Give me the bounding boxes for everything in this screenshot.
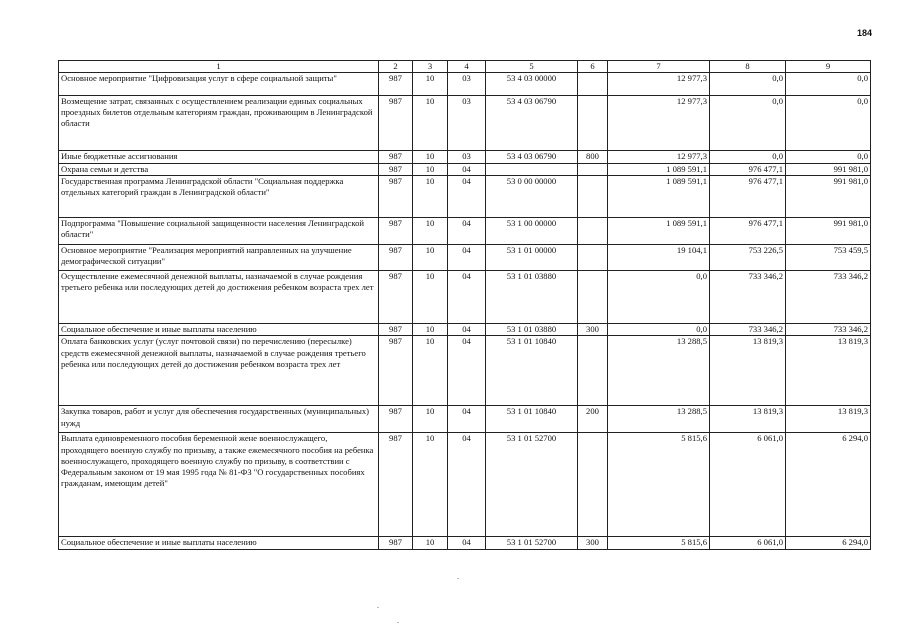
code-target-cell: 53 1 01 10840: [486, 406, 578, 433]
code-expense-type-cell: [578, 164, 608, 176]
code-expense-type-cell: 300: [578, 537, 608, 549]
code-target-cell: 53 1 00 00000: [486, 218, 578, 245]
table-row: [59, 537, 871, 549]
amount-year-3-cell: 991 981,0: [786, 218, 871, 245]
code-target-cell: 53 1 01 52700: [486, 537, 578, 549]
amount-year-1-cell: 12 977,3: [608, 96, 710, 151]
code-subsection-cell: 04: [448, 271, 486, 324]
code-target-cell: [486, 164, 578, 176]
row-name-cell: Иные бюджетные ассигнования: [59, 151, 379, 164]
code-section-cell: 10: [413, 433, 448, 537]
code-section-cell: 10: [413, 164, 448, 176]
row-name-cell: Государственная программа Ленинградской области "Социальная поддержка отдельных категорий граждан в Ленинградской области": [59, 176, 379, 218]
code-target-cell: 53 4 03 06790: [486, 96, 578, 151]
amount-year-1-cell: 12 977,3: [608, 151, 710, 164]
code-admin-cell: 987: [379, 96, 413, 151]
amount-year-1-cell: 1 089 591,1: [608, 176, 710, 218]
amount-year-1-cell: 5 815,6: [608, 433, 710, 537]
amount-year-2-cell: 733 346,2: [710, 271, 786, 324]
amount-year-3-cell: 0,0: [786, 73, 871, 96]
scan-speck: [397, 622, 399, 623]
code-admin-cell: 987: [379, 537, 413, 549]
column-header: 5: [486, 61, 578, 73]
amount-year-3-cell: 0,0: [786, 96, 871, 151]
code-expense-type-cell: [578, 176, 608, 218]
code-subsection-cell: 03: [448, 151, 486, 164]
table-row: [59, 336, 871, 406]
row-name-cell: Охрана семьи и детства: [59, 164, 379, 176]
code-section-cell: 10: [413, 324, 448, 336]
code-subsection-cell: 04: [448, 176, 486, 218]
code-target-cell: 53 1 01 03880: [486, 324, 578, 336]
table-row: [59, 218, 871, 245]
code-section-cell: 10: [413, 73, 448, 96]
code-expense-type-cell: [578, 73, 608, 96]
code-subsection-cell: 04: [448, 537, 486, 549]
amount-year-1-cell: 12 977,3: [608, 73, 710, 96]
amount-year-3-cell: 733 346,2: [786, 271, 871, 324]
table-row: [59, 245, 871, 271]
table-row: [59, 96, 871, 151]
amount-year-1-cell: 19 104,1: [608, 245, 710, 271]
amount-year-2-cell: 0,0: [710, 73, 786, 96]
amount-year-3-cell: 13 819,3: [786, 406, 871, 433]
code-target-cell: 53 1 01 00000: [486, 245, 578, 271]
amount-year-2-cell: 976 477,1: [710, 164, 786, 176]
code-subsection-cell: 04: [448, 406, 486, 433]
column-header: 1: [59, 61, 379, 73]
code-subsection-cell: 04: [448, 433, 486, 537]
code-section-cell: 10: [413, 218, 448, 245]
code-section-cell: 10: [413, 176, 448, 218]
code-admin-cell: 987: [379, 324, 413, 336]
scan-speck: [377, 607, 379, 608]
row-name-cell: Социальное обеспечение и иные выплаты населению: [59, 537, 379, 549]
amount-year-1-cell: 13 288,5: [608, 406, 710, 433]
code-section-cell: 10: [413, 271, 448, 324]
code-subsection-cell: 04: [448, 245, 486, 271]
code-expense-type-cell: [578, 336, 608, 406]
budget-table: [58, 60, 871, 550]
amount-year-3-cell: 733 346,2: [786, 324, 871, 336]
code-expense-type-cell: [578, 218, 608, 245]
row-name-cell: Возмещение затрат, связанных с осуществлением реализации единых социальных проездных билетов отдельным категориям граждан, проживающим в Ленинградской области: [59, 96, 379, 151]
amount-year-1-cell: 0,0: [608, 271, 710, 324]
column-header: 7: [608, 61, 710, 73]
amount-year-3-cell: 753 459,5: [786, 245, 871, 271]
code-expense-type-cell: [578, 271, 608, 324]
table-row: [59, 164, 871, 176]
amount-year-2-cell: 733 346,2: [710, 324, 786, 336]
code-expense-type-cell: [578, 433, 608, 537]
row-name-cell: Основное мероприятие "Реализация мероприятий направленных на улучшение демографической ситуации": [59, 245, 379, 271]
table-row: [59, 151, 871, 164]
code-expense-type-cell: [578, 96, 608, 151]
amount-year-2-cell: 753 226,5: [710, 245, 786, 271]
code-section-cell: 10: [413, 151, 448, 164]
code-section-cell: 10: [413, 96, 448, 151]
code-target-cell: 53 0 00 00000: [486, 176, 578, 218]
code-expense-type-cell: 300: [578, 324, 608, 336]
amount-year-3-cell: 991 981,0: [786, 176, 871, 218]
table-header-row: [59, 61, 871, 73]
amount-year-2-cell: 6 061,0: [710, 433, 786, 537]
code-expense-type-cell: 800: [578, 151, 608, 164]
code-admin-cell: 987: [379, 151, 413, 164]
code-section-cell: 10: [413, 336, 448, 406]
code-subsection-cell: 03: [448, 73, 486, 96]
code-admin-cell: 987: [379, 336, 413, 406]
amount-year-3-cell: 6 294,0: [786, 433, 871, 537]
code-admin-cell: 987: [379, 271, 413, 324]
amount-year-2-cell: 6 061,0: [710, 537, 786, 549]
amount-year-1-cell: 0,0: [608, 324, 710, 336]
code-section-cell: 10: [413, 245, 448, 271]
code-subsection-cell: 04: [448, 164, 486, 176]
amount-year-1-cell: 1 089 591,1: [608, 164, 710, 176]
row-name-cell: Закупка товаров, работ и услуг для обеспечения государственных (муниципальных) нужд: [59, 406, 379, 433]
code-admin-cell: 987: [379, 164, 413, 176]
code-target-cell: 53 1 01 10840: [486, 336, 578, 406]
amount-year-2-cell: 13 819,3: [710, 336, 786, 406]
table-row: [59, 433, 871, 537]
code-target-cell: 53 4 03 00000: [486, 73, 578, 96]
table-row: [59, 324, 871, 336]
code-subsection-cell: 04: [448, 324, 486, 336]
scan-speck: [457, 578, 459, 579]
code-section-cell: 10: [413, 537, 448, 549]
code-expense-type-cell: [578, 245, 608, 271]
code-expense-type-cell: 200: [578, 406, 608, 433]
amount-year-1-cell: 13 288,5: [608, 336, 710, 406]
code-target-cell: 53 4 03 06790: [486, 151, 578, 164]
column-header: 4: [448, 61, 486, 73]
table-row: [59, 406, 871, 433]
code-admin-cell: 987: [379, 176, 413, 218]
code-admin-cell: 987: [379, 245, 413, 271]
column-header: 8: [710, 61, 786, 73]
code-target-cell: 53 1 01 52700: [486, 433, 578, 537]
amount-year-2-cell: 976 477,1: [710, 176, 786, 218]
amount-year-1-cell: 5 815,6: [608, 537, 710, 549]
code-admin-cell: 987: [379, 433, 413, 537]
amount-year-3-cell: 13 819,3: [786, 336, 871, 406]
table-row: [59, 73, 871, 96]
amount-year-1-cell: 1 089 591,1: [608, 218, 710, 245]
code-admin-cell: 987: [379, 218, 413, 245]
row-name-cell: Выплата единовременного пособия беременной жене военнослужащего, проходящего военную службу по призыву, а также ежемесячного пособия на ребенка военнослужащего, проходящего военную службу по призыву, в соответствии с Федеральным законом от 19 мая 1995 года № 81-ФЗ "О государственных пособиях гражданам, имеющим детей": [59, 433, 379, 537]
table-row: [59, 176, 871, 218]
code-subsection-cell: 04: [448, 336, 486, 406]
column-header: 6: [578, 61, 608, 73]
column-header: 3: [413, 61, 448, 73]
row-name-cell: Оплата банковских услуг (услуг почтовой связи) по перечислению (пересылке) средств ежемесячной денежной выплаты, назначаемой в случае рождения третьего ребенка или последующих детей до достижения ребенком возраста трех лет: [59, 336, 379, 406]
column-header: 2: [379, 61, 413, 73]
page-number: 184: [856, 28, 872, 38]
table-body: [59, 73, 871, 550]
code-admin-cell: 987: [379, 406, 413, 433]
amount-year-2-cell: 13 819,3: [710, 406, 786, 433]
row-name-cell: Основное мероприятие "Цифровизация услуг в сфере социальной защиты": [59, 73, 379, 96]
code-admin-cell: 987: [379, 73, 413, 96]
code-subsection-cell: 04: [448, 218, 486, 245]
amount-year-2-cell: 976 477,1: [710, 218, 786, 245]
amount-year-3-cell: 991 981,0: [786, 164, 871, 176]
row-name-cell: Социальное обеспечение и иные выплаты населению: [59, 324, 379, 336]
row-name-cell: Подпрограмма "Повышение социальной защищенности населения Ленинградской области": [59, 218, 379, 245]
row-name-cell: Осуществление ежемесячной денежной выплаты, назначаемой в случае рождения третьего ребенка или последующих детей до достижения ребенком возраста трех лет: [59, 271, 379, 324]
table-row: [59, 271, 871, 324]
amount-year-2-cell: 0,0: [710, 96, 786, 151]
column-header: 9: [786, 61, 871, 73]
code-subsection-cell: 03: [448, 96, 486, 151]
amount-year-3-cell: 0,0: [786, 151, 871, 164]
code-section-cell: 10: [413, 406, 448, 433]
amount-year-2-cell: 0,0: [710, 151, 786, 164]
amount-year-3-cell: 6 294,0: [786, 537, 871, 549]
code-target-cell: 53 1 01 03880: [486, 271, 578, 324]
